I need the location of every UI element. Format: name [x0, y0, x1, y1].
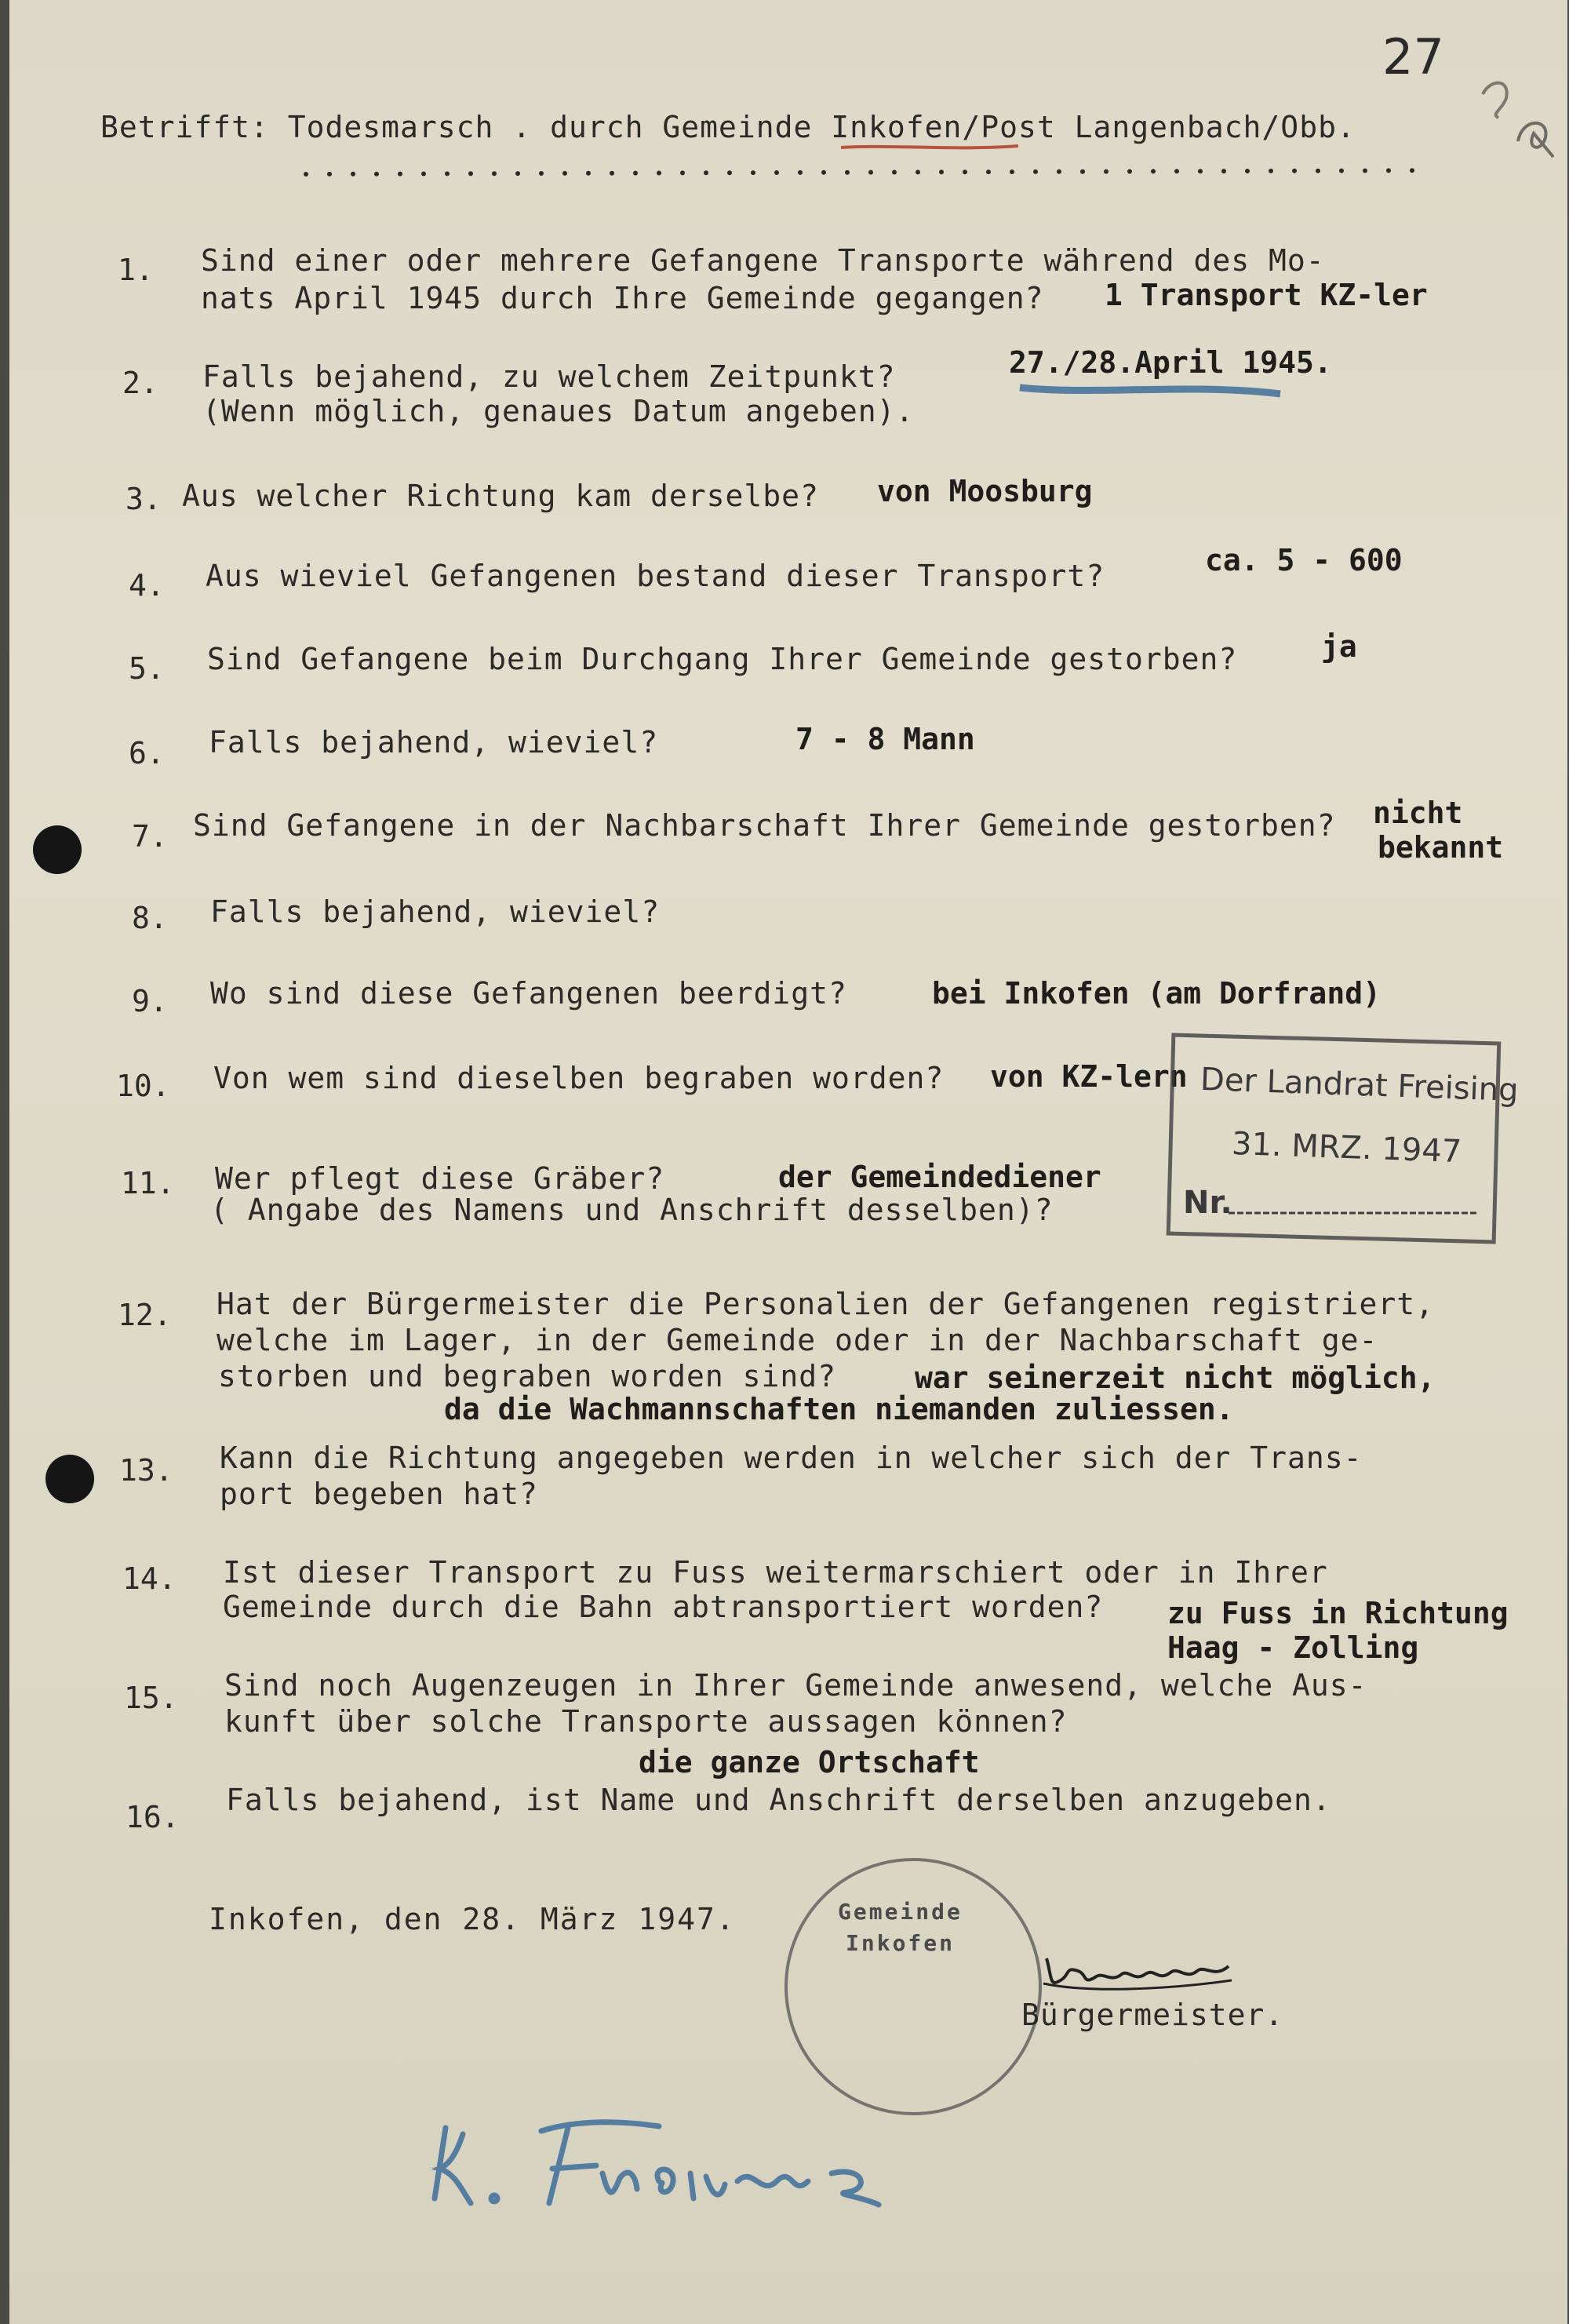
question-text: (Wenn möglich, genaues Datum angeben).	[202, 394, 915, 428]
question-text: Wer pflegt diese Gräber?	[215, 1161, 665, 1196]
separator-dot	[939, 169, 944, 174]
separator-dot	[515, 171, 520, 176]
question-text: storben und begraben worden sind?	[218, 1359, 836, 1393]
separator-dot	[1339, 169, 1344, 173]
red-underline	[839, 141, 1020, 152]
answer-text: bei Inkofen (am Dorfrand)	[932, 976, 1381, 1011]
question-text: Sind einer oder mehrere Gefangene Transporte während des Mo-	[201, 243, 1325, 278]
separator-dot	[351, 172, 355, 177]
question-number: 11.	[121, 1166, 175, 1200]
separator-dot	[845, 170, 850, 175]
separator-dot	[657, 171, 661, 176]
question-number: 14.	[122, 1561, 177, 1596]
question-text: nats April 1945 durch Ihre Gemeinde gegangen?	[201, 281, 1044, 315]
separator-dot	[562, 171, 567, 176]
question-number: 3.	[126, 482, 162, 516]
answer-text: die ganze Ortschaft	[639, 1745, 980, 1779]
separator-dot	[633, 171, 638, 176]
separator-dot	[868, 170, 873, 175]
question-number: 4.	[129, 568, 165, 603]
separator-dot	[680, 170, 685, 175]
question-text: Falls bejahend, ist Name und Anschrift derselben anzugeben.	[226, 1783, 1331, 1817]
stamp-number-line	[1229, 1210, 1480, 1216]
answer-text: 7 - 8 Mann	[795, 722, 975, 756]
separator-dot	[1057, 169, 1061, 174]
question-text: Sind Gefangene in der Nachbarschaft Ihrer Gemeinde gestorben?	[193, 808, 1336, 843]
question-number: 7.	[132, 819, 168, 854]
separator-dot	[704, 170, 708, 175]
signature	[1040, 1943, 1236, 1998]
question-number: 6.	[129, 736, 165, 770]
question-number: 8.	[132, 901, 168, 935]
seal-text: Gemeinde	[838, 1899, 963, 1925]
page-number: 27	[1382, 28, 1444, 86]
answer-text: nicht	[1373, 796, 1463, 830]
signature-title: Bürgermeister.	[1021, 1998, 1284, 2032]
separator-dot	[774, 170, 779, 175]
separator-dot	[727, 170, 732, 175]
answer-text: von Moosburg	[877, 474, 1093, 508]
separator-dot	[398, 172, 402, 177]
separator-dot	[1245, 169, 1250, 173]
separator-dot	[492, 171, 497, 176]
handwritten-note	[424, 2111, 910, 2220]
separator-dot	[539, 171, 544, 176]
separator-dot	[1104, 169, 1108, 174]
stamp-number-label: Nr.	[1183, 1185, 1232, 1221]
separator-dot	[1033, 169, 1038, 174]
question-text: Von wem sind dieselben begraben worden?	[213, 1061, 945, 1095]
question-text: welche im Lager, in der Gemeinde oder in der Nachbarschaft ge-	[217, 1323, 1378, 1357]
separator-dot	[1151, 169, 1156, 173]
answer-text: ja	[1321, 629, 1357, 664]
municipal-seal	[784, 1858, 1042, 2115]
separator-dot	[1010, 169, 1014, 174]
question-number: 1.	[118, 253, 154, 287]
punch-hole-top	[33, 825, 82, 874]
answer-text: ca. 5 - 600	[1205, 543, 1403, 577]
separator-dot	[1292, 169, 1297, 173]
dotted-separator	[298, 166, 1428, 182]
answer-text: zu Fuss in Richtung	[1167, 1596, 1509, 1630]
question-number: 5.	[129, 651, 165, 686]
question-text: Falls bejahend, wieviel?	[210, 894, 661, 929]
punch-hole-bottom	[46, 1455, 94, 1503]
separator-dot	[1174, 169, 1179, 173]
subject-line: Betrifft: Todesmarsch . durch Gemeinde Inkofen/Post Langenbach/Obb.	[100, 110, 1356, 144]
separator-dot	[304, 172, 308, 177]
margin-mark	[1475, 63, 1561, 165]
question-number: 15.	[124, 1681, 178, 1715]
separator-dot	[821, 170, 826, 175]
separator-dot	[1316, 169, 1320, 173]
question-text: Wo sind diese Gefangenen beerdigt?	[210, 976, 847, 1011]
answer-text: von KZ-lern	[990, 1059, 1188, 1094]
separator-dot	[327, 172, 332, 177]
separator-dot	[916, 169, 920, 174]
separator-dot	[1386, 168, 1391, 173]
seal-text: Inkofen	[846, 1930, 956, 1956]
separator-dot	[421, 172, 426, 177]
separator-dot	[445, 171, 450, 176]
question-text: Sind noch Augenzeugen in Ihrer Gemeinde anwesend, welche Aus-	[224, 1668, 1367, 1703]
separator-dot	[1080, 169, 1085, 174]
answer-text: bekannt	[1378, 830, 1504, 865]
separator-dot	[986, 169, 991, 174]
question-text: kunft über solche Transporte aussagen können?	[224, 1704, 1068, 1739]
stamp-office: Der Landrat Freising	[1200, 1061, 1520, 1109]
stamp-date: 31. MRZ. 1947	[1231, 1125, 1462, 1171]
separator-dot	[374, 172, 379, 177]
question-number: 9.	[132, 984, 168, 1018]
answer-text: der Gemeindediener	[778, 1160, 1101, 1194]
answer-text: 1 Transport KZ-ler	[1105, 278, 1428, 312]
separator-dot	[963, 169, 967, 174]
separator-dot	[751, 170, 755, 175]
separator-dot	[798, 170, 803, 175]
separator-dot	[1221, 169, 1226, 173]
question-number: 16.	[126, 1800, 180, 1834]
question-number: 2.	[122, 366, 158, 400]
answer-text: Haag - Zolling	[1167, 1630, 1419, 1665]
question-number: 12.	[118, 1298, 172, 1332]
answer-text: 27./28.April 1945.	[1009, 345, 1332, 380]
question-text: Aus wieviel Gefangenen bestand dieser Transport?	[206, 559, 1105, 593]
separator-dot	[1410, 168, 1414, 173]
separator-dot	[1127, 169, 1132, 174]
question-text: Ist dieser Transport zu Fuss weitermarschiert oder in Ihrer	[223, 1555, 1328, 1590]
answer-text: da die Wachmannschaften niemanden zuliessen.	[444, 1392, 1234, 1426]
question-number: 13.	[119, 1453, 173, 1488]
question-text: Hat der Bürgermeister die Personalien der Gefangenen registriert,	[217, 1287, 1435, 1321]
question-number: 10.	[116, 1069, 170, 1103]
question-text: ( Angabe des Namens und Anschrift desselben)?	[210, 1193, 1054, 1227]
blue-underline	[1017, 380, 1283, 399]
question-text: Kann die Richtung angegeben werden in welcher sich der Trans-	[220, 1441, 1363, 1475]
separator-dot	[892, 170, 897, 175]
question-text: Aus welcher Richtung kam derselbe?	[182, 479, 819, 513]
question-text: Sind Gefangene beim Durchgang Ihrer Gemeinde gestorben?	[207, 642, 1238, 676]
question-text: port begeben hat?	[220, 1477, 538, 1511]
separator-dot	[1269, 169, 1273, 173]
answer-text: war seinerzeit nicht möglich,	[915, 1361, 1436, 1395]
question-text: Falls bejahend, zu welchem Zeitpunkt?	[202, 359, 896, 394]
separator-dot	[468, 171, 473, 176]
separator-dot	[610, 171, 614, 176]
separator-dot	[586, 171, 591, 176]
separator-dot	[1198, 169, 1203, 173]
question-text: Falls bejahend, wieviel?	[209, 725, 659, 759]
question-text: Gemeinde durch die Bahn abtransportiert worden?	[223, 1590, 1104, 1624]
separator-dot	[1363, 169, 1367, 173]
place-date: Inkofen, den 28. März 1947.	[209, 1902, 736, 1936]
